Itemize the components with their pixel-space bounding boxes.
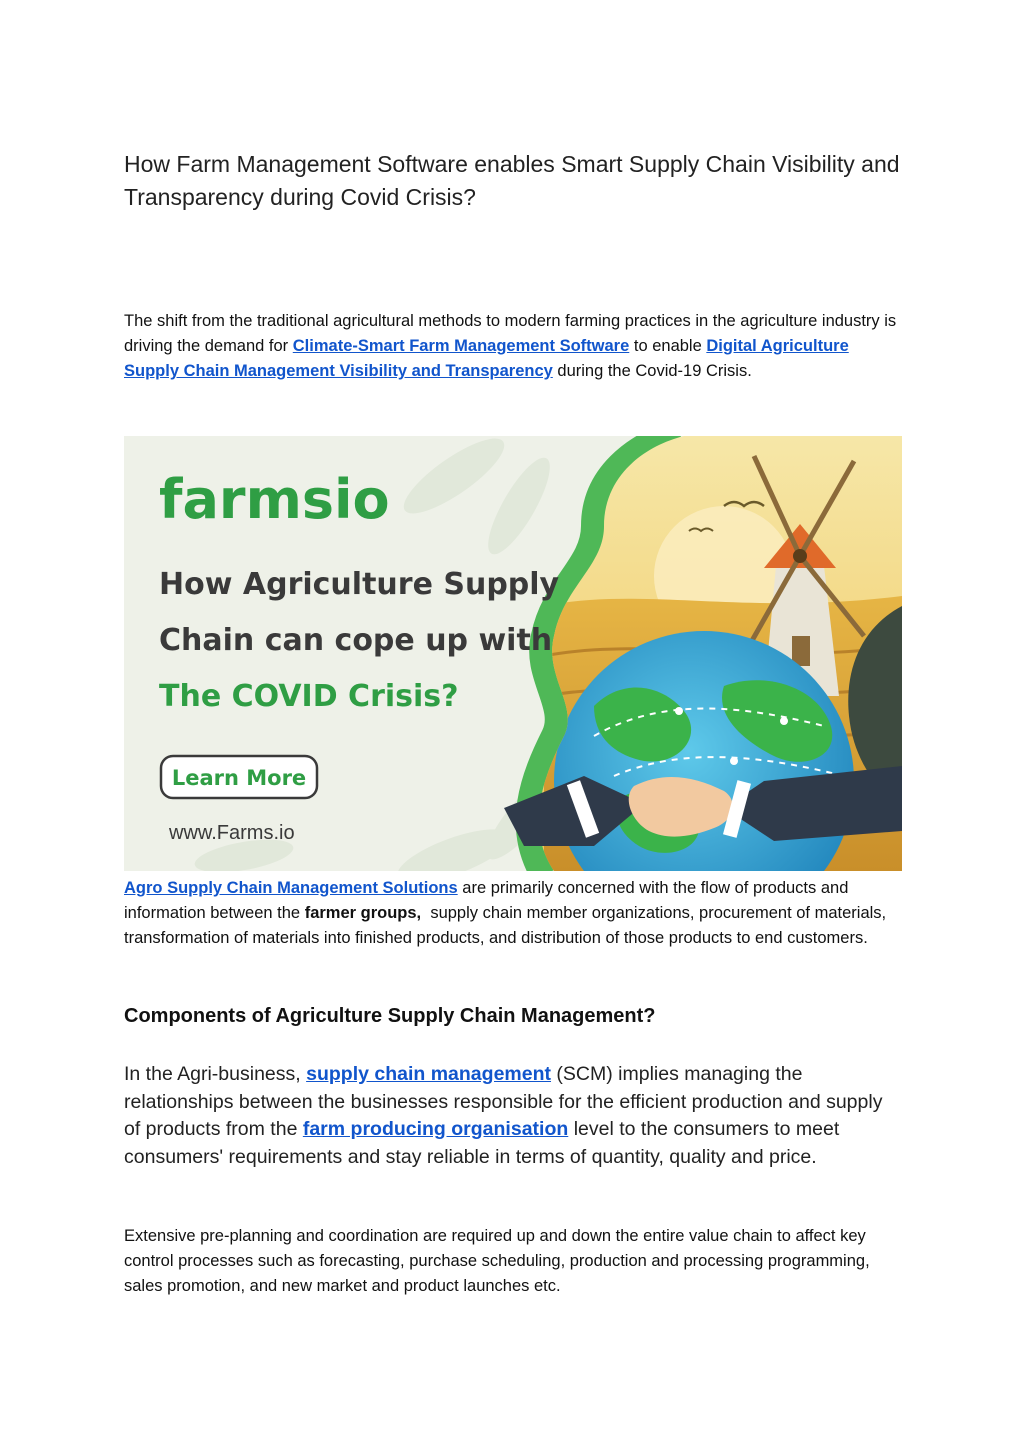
para1-text-2: supply chain member organizations, procurement of materials, transformation of materials into finished products, and distribution of those products to end customers.	[124, 904, 891, 947]
banner-headline-line2: Chain can cope up with	[159, 623, 553, 658]
para2-text-2: (SCM) implies managing the relationships between the businesses responsible for the efficient production and supply of products from the	[124, 1063, 883, 1140]
supply-chain-management-link[interactable]: supply chain management	[306, 1063, 552, 1085]
farm-producing-organisation-link[interactable]: farm producing organisation	[302, 1118, 569, 1140]
learn-more-button[interactable]	[161, 756, 317, 798]
banner-headline-line3: The COVID Crisis?	[159, 679, 459, 714]
banner-headline-line1: How Agriculture Supply	[159, 567, 560, 602]
planning-paragraph: Extensive pre-planning and coordination are required up and down the entire value chain to affect key control processes such as forecasting, purchase scheduling, production and processing programming, sales promotion, and new market and product launches etc.	[124, 1227, 870, 1295]
agro-scm-paragraph	[124, 876, 904, 951]
intro-text-3: during the Covid-19 Crisis.	[552, 362, 752, 380]
para1-text-1: are primarily concerned with the flow of products and information between the	[124, 879, 849, 922]
farmer-groups-bold: farmer groups,	[304, 904, 422, 922]
section-heading: Components of Agriculture Supply Chain Management?	[124, 1005, 656, 1027]
agro-scm-solutions-link[interactable]: Agro Supply Chain Management Solutions	[124, 879, 458, 897]
scm-paragraph	[124, 1061, 904, 1171]
para2-text-1: In the Agri-business,	[124, 1063, 307, 1085]
banner-url: www.Farms.io	[169, 822, 295, 844]
para2-text-3: level to the consumers to meet consumers' requirements and stay reliable in terms of quantity, quality and price.	[124, 1118, 840, 1168]
banner-image	[124, 436, 902, 871]
digital-scm-link[interactable]: Digital Agriculture Supply Chain Management Visibility and Transparency	[124, 337, 849, 380]
intro-text-1: The shift from the traditional agricultural methods to modern farming practices in the agriculture industry is driving the demand for	[124, 312, 897, 355]
banner-illustration	[124, 436, 902, 871]
intro-text-2: to enable	[629, 337, 707, 355]
farmsio-logo: farmsio	[159, 468, 390, 531]
intro-paragraph	[124, 309, 904, 384]
climate-smart-fms-link[interactable]: Climate-Smart Farm Management Software	[292, 337, 630, 355]
learn-more-label: Learn More	[171, 766, 307, 790]
page-title: How Farm Management Software enables Smart Supply Chain Visibility and Transparency during Covid Crisis?	[124, 151, 900, 210]
